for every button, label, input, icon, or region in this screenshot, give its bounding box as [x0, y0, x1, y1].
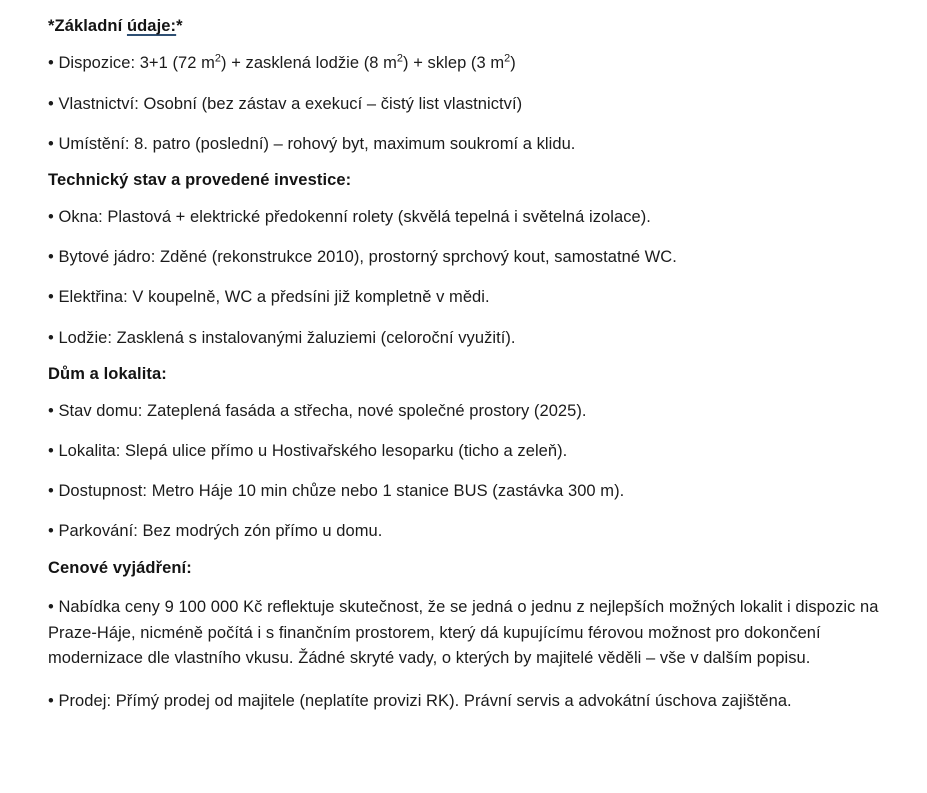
list-item: • Vlastnictví: Osobní (bez zástav a exekucí – čistý list vlastnictví) — [48, 94, 523, 113]
list-item: • Stav domu: Zateplená fasáda a střecha, nové společné prostory (2025). — [48, 402, 587, 421]
list-item: • Lodžie: Zasklená s instalovanými žaluziemi (celoroční využití). — [48, 328, 516, 347]
heading-suffix-text: * — [176, 17, 183, 35]
section-heading-dum-a-lokalita: Dům a lokalita: — [48, 364, 167, 383]
list-item: • Prodej: Přímý prodej od majitele (neplatíte provizi RK). Právní servis a advokátní úschova zajištěna. — [48, 691, 792, 710]
list-item: • Bytové jádro: Zděné (rekonstrukce 2010), prostorný sprchový kout, samostatné WC. — [48, 248, 677, 267]
heading-prefix-text: *Základní — [48, 17, 127, 35]
list-item: • Okna: Plastová + elektrické předokenní rolety (skvělá tepelná i světelná izolace). — [48, 208, 651, 227]
list-item-price-paragraph: • Nabídka ceny 9 100 000 Kč reflektuje skutečnost, že se jedná o jednu z nejlepších možných lokalit i dispozic na Praze-Háje, nicméně počítá i s finančním prostorem, který dá kupujícímu férovou možnost pro dokončení modernizace dle vlastního vkusu. Žádné skryté vady, o kterých by majitelé věděli – vše v dalším popisu. — [48, 597, 879, 668]
section-dum-a-lokalita — [48, 358, 880, 552]
section-cenove-vyjadreni — [48, 552, 880, 721]
list-item: • Parkování: Bez modrých zón přímo u domu. — [48, 522, 383, 541]
section-technicky-stav — [48, 164, 880, 358]
section-heading-cenove-vyjadreni: Cenové vyjádření: — [48, 558, 192, 577]
section-zakladni-udaje — [48, 14, 880, 164]
section-heading-zakladni-udaje — [48, 14, 880, 43]
list-item: • Dispozice: 3+1 (72 $m^2$) + zasklená lodžie (8 $m^2$) + sklep (3 $m^2$) — [48, 52, 516, 73]
list-item: • Elektřina: V koupelně, WC a předsíni již kompletně v mědi. — [48, 288, 490, 307]
list-item: • Lokalita: Slepá ulice přímo u Hostivařského lesoparku (ticho a zeleň). — [48, 442, 568, 461]
heading-underlined-text: údaje: — [126, 17, 177, 35]
list-item: • Dostupnost: Metro Háje 10 min chůze nebo 1 stanice BUS (zastávka 300 m). — [48, 482, 625, 501]
section-heading-technicky-stav: Technický stav a provedené investice: — [48, 170, 352, 189]
list-item: • Umístění: 8. patro (poslední) – rohový byt, maximum soukromí a klidu. — [48, 134, 576, 153]
document-body — [48, 14, 880, 721]
